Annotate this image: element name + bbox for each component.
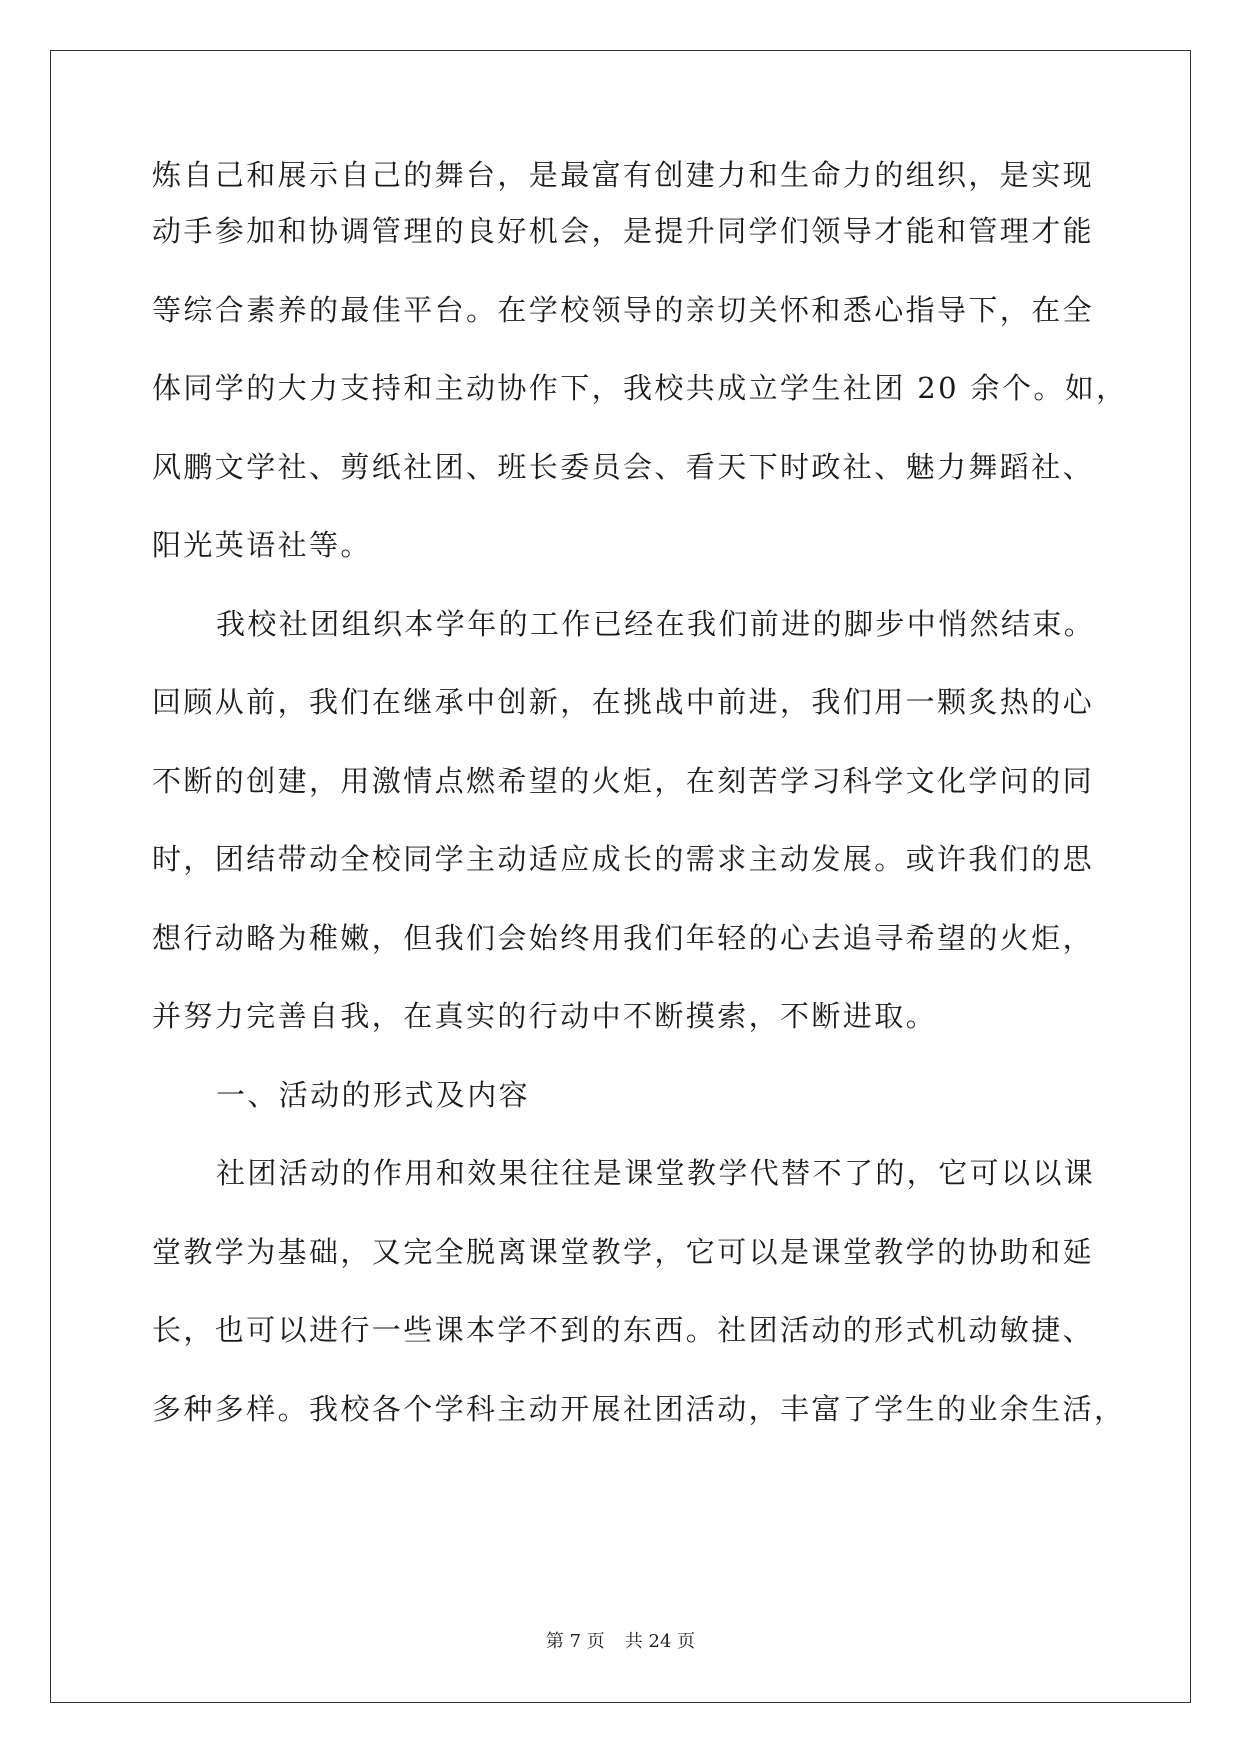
document-body [152,158,1128,1448]
section-heading: 一、活动的形式及内容 [216,1077,531,1112]
text-line: 等综合素养的最佳平台。在学校领导的亲切关怀和悉心指导下，在全 [152,292,1095,327]
text-line: 时，团结带动全校同学主动适应成长的需求主动发展。或许我们的思 [152,842,1095,876]
text-line: 风鹏文学社、剪纸社团、班长委员会、看天下时政社、魅力舞蹈社、 [152,449,1095,484]
text-line: 阳光英语社等。 [152,528,372,562]
page-number: 第 7 页 [545,1631,605,1652]
text-line: 并努力完善自我，在真实的行动中不断摸索，不断进取。 [152,999,938,1033]
page-footer [0,1627,1241,1653]
text-line: 不断的创建，用激情点燃希望的火炬，在刻苦学习科学文化学问的同 [152,763,1095,798]
text-line: 社团活动的作用和效果往往是课堂教学代替不了的，它可以以课 [216,1156,1096,1190]
text-line: 体同学的大力支持和主动协作下，我校共成立学生社团 20 余个。如， [152,371,1128,405]
text-line: 多种多样。我校各个学科主动开展社团活动，丰富了学生的业余生活， [152,1391,1126,1426]
text-line: 堂教学为基础，又完全脱离课堂教学，它可以是课堂教学的协助和延 [152,1234,1095,1269]
text-line: 回顾从前，我们在继承中创新，在挑战中前进，我们用一颗炙热的心 [152,685,1095,719]
page-total: 共 24 页 [624,1631,696,1652]
text-line: 炼自己和展示自己的舞台，是最富有创建力和生命力的组织，是实现 [152,158,1095,192]
text-line: 动手参加和协调管理的良好机会，是提升同学们领导才能和管理才能 [152,214,1095,248]
text-line: 我校社团组织本学年的工作已经在我们前进的脚步中悄然结束。 [216,606,1096,641]
text-line: 长，也可以进行一些课本学不到的东西。社团活动的形式机动敏捷、 [152,1313,1095,1347]
text-line: 想行动略为稚嫩，但我们会始终用我们年轻的心去追寻希望的火炬， [152,920,1095,955]
